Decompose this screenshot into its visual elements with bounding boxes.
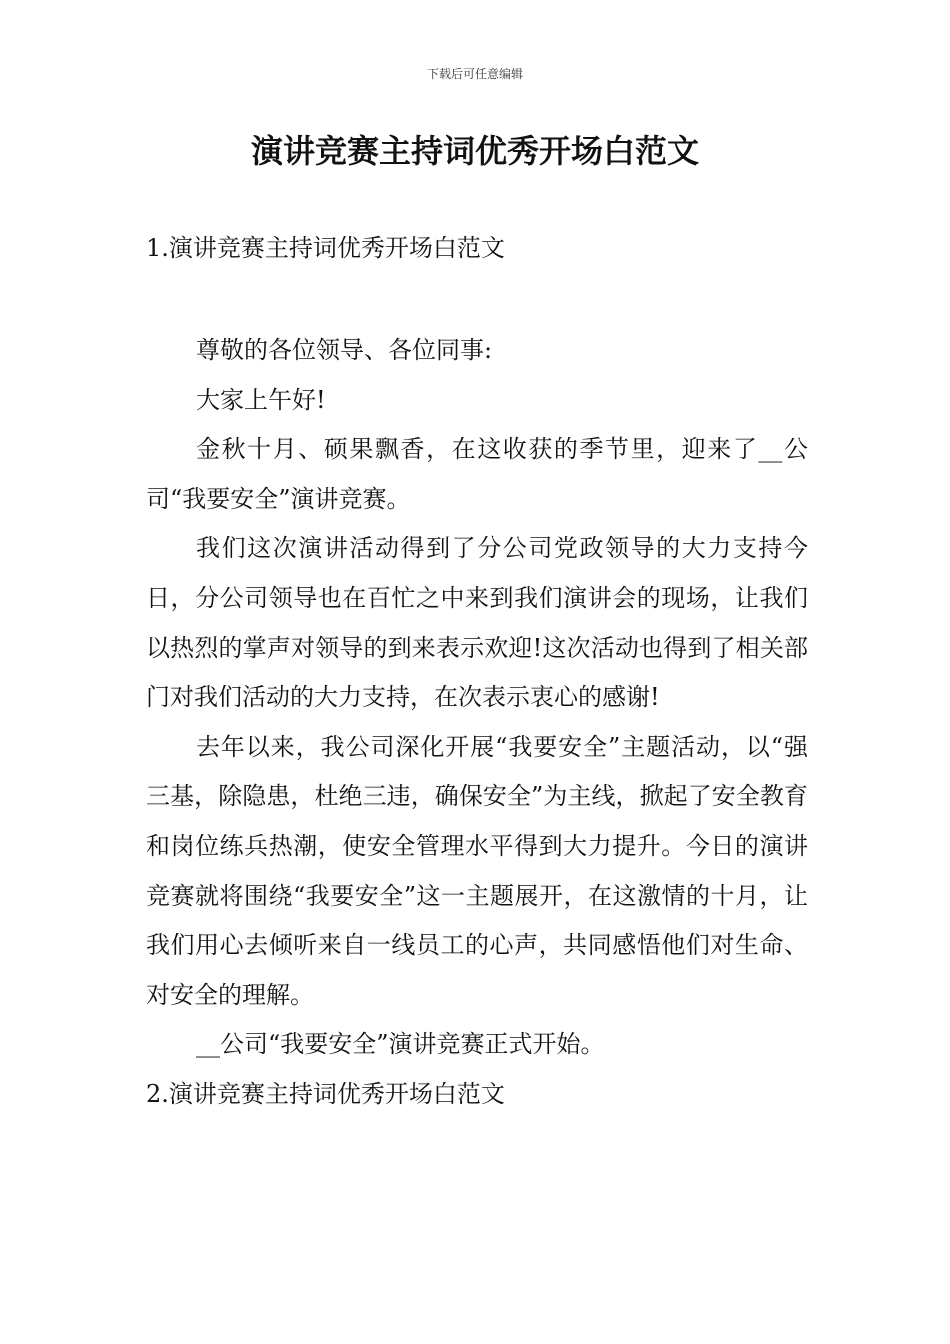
paragraph-intro: 金秋十月、硕果飘香，在这收获的季节里，迎来了__公司“我要安全”演讲竞赛。 bbox=[146, 435, 808, 513]
document-body bbox=[146, 326, 808, 1120]
document-title: 演讲竞赛主持词优秀开场白范文 bbox=[250, 132, 699, 170]
page-header-note: 下载后可任意编辑 bbox=[426, 67, 523, 81]
paragraph-theme: 去年以来，我公司深化开展“我要安全”主题活动，以“强三基，除隐患，杜绝三违，确保安全”为主线，掀起了安全教育和岗位练兵热潮，使安全管理水平得到大力提升。今日的演讲竞赛就将围绕“我要安全”这一主题展开，在这激情的十月，让我们用心去倾听来自一线员工的心声，共同感悟他们对生命、对安全的理解。 bbox=[146, 732, 808, 1009]
paragraph-salutation: 尊敬的各位领导、各位同事: bbox=[196, 336, 493, 364]
section-heading-1: 1.演讲竞赛主持词优秀开场白范文 bbox=[146, 234, 505, 262]
paragraph-opening: __公司“我要安全”演讲竞赛正式开始。 bbox=[196, 1030, 605, 1059]
paragraph-greeting: 大家上午好! bbox=[196, 385, 326, 414]
paragraph-thanks: 我们这次演讲活动得到了分公司党政领导的大力支持今日，分公司领导也在百忙之中来到我们演讲会的现场，让我们以热烈的掌声对领导的到来表示欢迎!这次活动也得到了相关部门对我们活动的大力支持，在次表示衷心的感谢! bbox=[146, 534, 808, 712]
section-heading-2: 2.演讲竞赛主持词优秀开场白范文 bbox=[146, 1079, 505, 1108]
